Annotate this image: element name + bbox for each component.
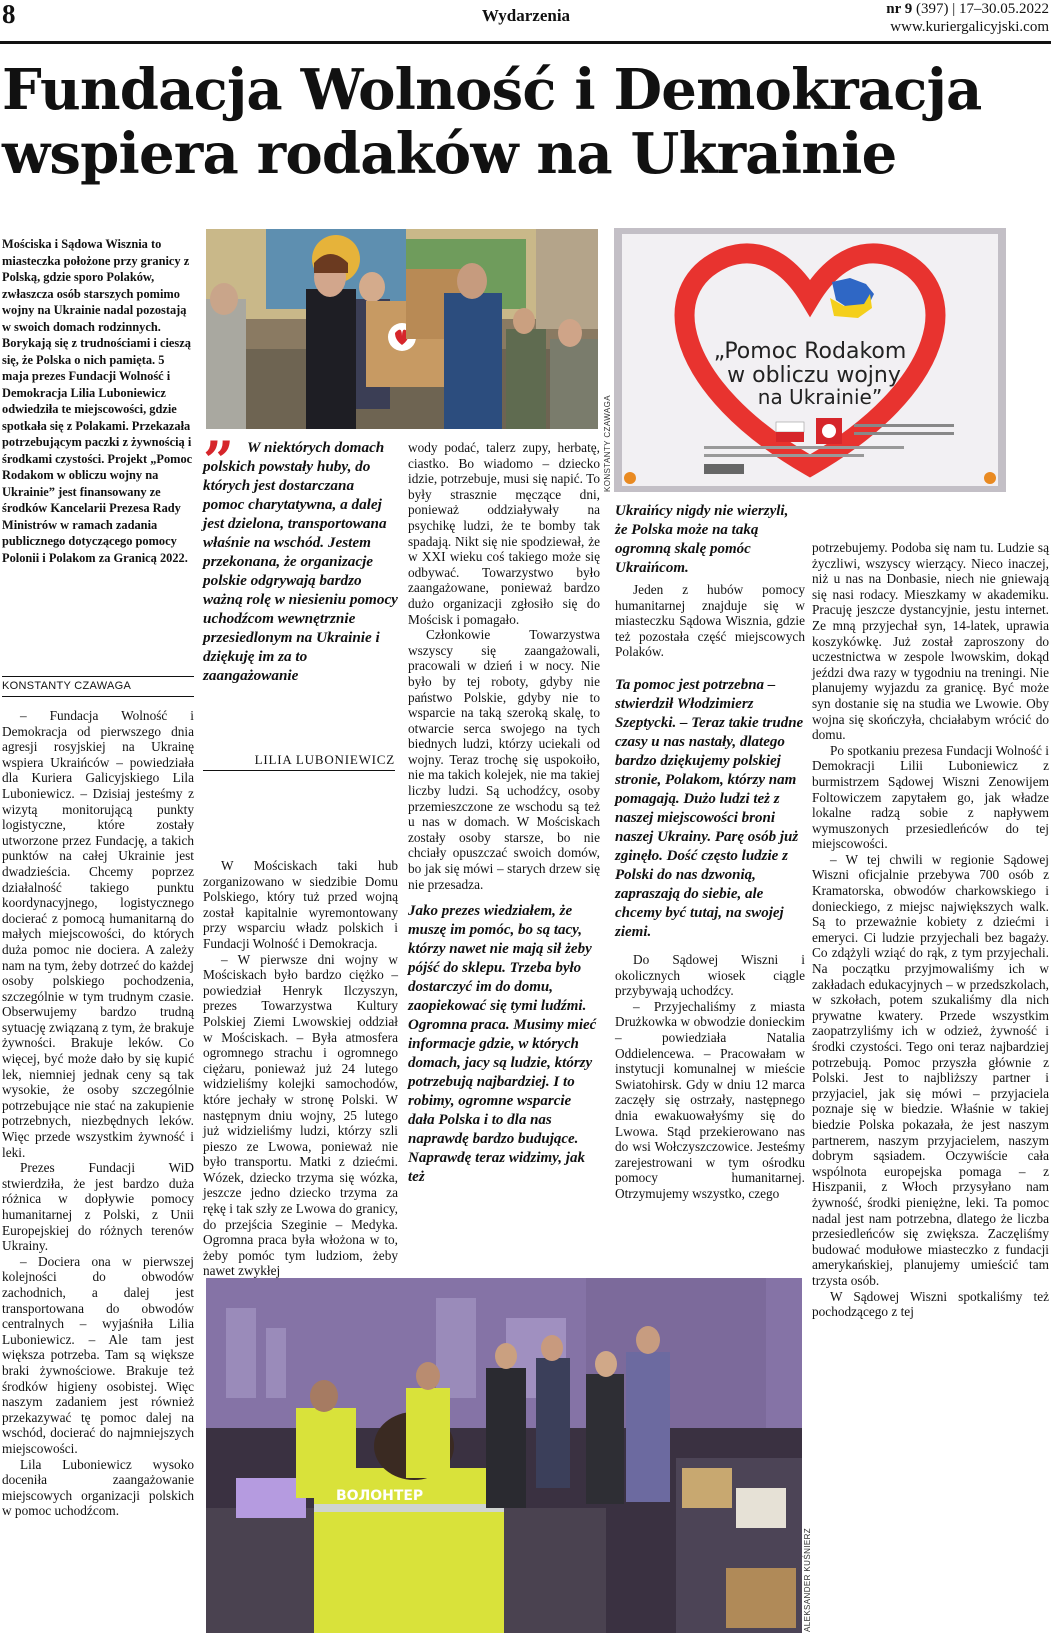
body-column-5 [812, 540, 1049, 1320]
body-column-4 [615, 552, 805, 1201]
pull-quote [203, 429, 398, 685]
paragraph: Prezes Fundacji WiD stwierdziła, że jest bardzo duża różnica w dopływie pomocy humanitarnej z Polski, z Unii Europejskiej do różnych terenów Ukrainy. [2, 1160, 194, 1254]
paragraph: W Sądowej Wiszni spotkaliśmy też pochodzącego z tej [812, 1288, 1049, 1320]
paragraph: Jeden z hubów pomocy humanitarnej znajduje się w miasteczku Sądowa Wisznia, gdzie też pozostała część miejscowych Polaków. [615, 582, 805, 660]
body-column-1 [2, 708, 194, 1519]
headline [2, 58, 1051, 186]
paragraph: – Przyjechaliśmy z miasta Drużkowka w obwodzie donieckim – powiedziała Natalia Oddielencewa. – Pracowałam w instytucji komunalnej w mieście Swiatohirsk. Gdy w dniu 12 marca zaczęły się ostrzały, następnego dnia ewakuowałyśmy się do Lwowa. Stąd przekierowano nas do wsi Wołczyszczowice. Jesteśmy zarejestrowani w tym ośrodku pomocy humanitarnej. Otrzymujemy wszystko, czego [615, 998, 805, 1201]
headline-line-2: wspiera rodaków na Ukrainie [2, 121, 897, 187]
photo-volunteers [206, 1278, 802, 1633]
photo-credit-bottom: ALEKSANDER KUŚNIERZ [803, 1527, 812, 1632]
paragraph: wody podać, talerz zupy, herbatę, ciastko. Bo wiadomo – dziecko idzie, potrzebuje, musi się napić. To były strasznie męczące dni, ponieważ oddziaływały na psychikę ludzi, że te bomby tak spadają. Nikt się nie spodziewał, że w XXI wieku coś takiego może się odbywać. Towarzystwo było zaangażowane, ponieważ bardzo dużo organizacji zgłosiło się do Mościsk i pomagało. [408, 440, 600, 627]
photo-project-poster [614, 228, 1006, 492]
body-column-2 [203, 858, 398, 1279]
body-column-3 [408, 440, 600, 1197]
quote-paragraph: Jako prezes wiedziałem, że muszę im pomóc, bo są tacy, którzy nawet nie mają sił żeby pójść do sklepu. Trzeba było dostarczyć im do domu, zaopiekować się tymi ludźmi. Ogromna praca. Musimy mieć informacje gdzie, w których domach, jacy są ludzie, którzy potrzebują najbardziej. I to robimy, ogromne wsparcie dała Polska i to dla nas naprawdę bardzo budujące. Naprawdę teraz widzimy, jak też [408, 903, 597, 1186]
author-rule-top [2, 676, 194, 677]
issue-number: nr 9 [886, 1, 913, 17]
poster-line-1: „Pomoc Rodakom [713, 339, 907, 364]
poster-line-2: w obliczu wojny [727, 363, 901, 388]
headline-line-1: Fundacja Wolność i Demokracja [2, 57, 982, 123]
quote-paragraph: Ta pomoc jest potrzebna – stwierdził Włodzimierz Szeptycki. – Teraz takie trudne czasy u nas nastały, dlatego bardzo dziękujemy polskiej stronie, Polakom, którzy nam pomagają. Dużo ludzi też z naszej miejscowości broni naszej Ukrainy. Parę osób już zginęło. Dość często ludzie z Polski do nas dzwonią, zapraszają do siebie, ale chcemy być tutaj, na swojej ziemi. [615, 676, 804, 940]
section-title: Wydarzenia [481, 6, 571, 25]
photo-parcel-handover [206, 229, 598, 429]
pull-quote-author: LILIA LUBONIEWICZ [254, 752, 395, 767]
page-number: 8 [2, 0, 16, 29]
paragraph: – W pierwsze dni wojny w Mościskach było bardzo ciężko – powiedział Henryk Ilczyszyn, prezes Towarzystwa Kultury Polskiej Ziemi Lwowskiej oddział w Mościskach. – Była atmosfera ogromnego strachu i ogromnego ciężaru, ponieważ już 24 lutego widzieliśmy kolejki samochodów, które jechały w stronę Polski. W następnym dniu wojny, 25 lutego już widzieliśmy ludzi, którzy szli pieszo ze Lwowa, ponieważ nie było transportu. Matki z dziećmi. Wózek, dziecko trzyma się wózka, jeszcze jedno dziecko trzyma za rękę i tak szły ze Lwowa do granicy, do przejścia Szeginie – Medyka. Ogromna praca była włożona w to, żeby pomóc tym ludziom, żeby nawet zwykłej [203, 951, 398, 1279]
paragraph: potrzebujemy. Podoba się nam tu. Ludzie są życzliwi, wszyscy wierzący. Nieco inaczej, niż u nas na Donbasie, niech nie gniewają się nasi rodacy. Mieszkamy w akademiku. Pracuję jeszcze dystancyjnie, jestu internet. Ze mną przyjechał syn, 14-latek, uprawia koszykówkę. Już został zaproszony do uczestnictwa w zespole lwowskim, dokąd jeździ dwa razy w tygodniu na treningi. Nie planujemy wyjazdu za granicę. Być może syn dostanie się na studia we Lwowie. Oby wojna się skończyła, chciałabym wrócić do domu. [812, 540, 1049, 743]
vest-text: ВОЛОНТЕР [336, 1488, 424, 1504]
pull-quote-rule [203, 770, 395, 771]
issue-info [886, 0, 1049, 36]
quote-top-right: Ukraińcy nigdy nie wierzyli, że Polska może na taką ogromną skalę pomóc Ukraińcom. [615, 503, 789, 576]
quote-mark-icon: ” [203, 429, 235, 493]
paragraph: W Mościskach taki hub zorganizowano w siedzibie Domu Polskiego, który tuż przed wojną został kapitalnie wyremontowany przy wsparciu władz polskich i Fundacji Wolność i Demokracja. [203, 858, 398, 951]
header-rule [0, 41, 1051, 44]
website: www.kuriergalicyjski.com [890, 19, 1049, 35]
author-rule-bottom [2, 696, 194, 697]
author-byline: KONSTANTY CZAWAGA [2, 680, 132, 692]
issue-dates: (397) | 17–30.05.2022 [912, 1, 1049, 17]
paragraph: Po spotkaniu prezesa Fundacji Wolność i Demokracji Lilii Luboniewicz z burmistrzem Sądowej Wiszni Zenowijem Foltowiczem zapytałem go, jak władze lokalne radzą sobie z napływem wymuszonych przesiedleńców do tej miejscowości. [812, 742, 1049, 852]
paragraph: – Dociera ona w pierwszej kolejności do obwodów zachodnich, a dalej jest transportowana do obwodów centralnych – wyjaśniła Lilia Luboniewicz. – Ale tam jest większa potrzeba. Tam są większe braki żywnościowe. Brakuje też środków higieny osobistej. Więc naszym zadaniem jest również przekazywać tę pomoc dalej na wschód, docierać do najmniejszych miejscowości. [2, 1253, 194, 1456]
photo-credit-top: KONSTANTY CZAWAGA [603, 394, 612, 492]
paragraph: – Fundacja Wolność i Demokracja od pierwszego dnia agresji rosyjskiej na Ukrainę wspiera Ukraińców – powiedziała dla Kuriera Galicyjskiego Lila Luboniewicz. – Dzisiaj jesteśmy z wizytą monitorującą punkty logistyczne, które zostały utworzone przez Fundację, a takich punktów na całej Ukrainie jest dwadzieścia. Chcemy poprzez działalność takiego punktu koordynacyjnego, logistycznego docierać z pomocą humanitarną do małych miejscowości, do których duża pomoc nie dociera. A zależy nam na tym, żeby dotrzeć do każdej osoby polskiego pochodzenia, szczególnie w tym trudnym czasie. Obserwujemy bardzo trudną sytuację związaną z tym, że brakuje żywności. Brakuje leków. Co więcej, być może dało by się kupić lek, niemniej jednak ceny są tak wysokie, że osoby szczególnie potrzebujące nie stać na zakupienie potrzebnych, niezbędnych leków. Więc przede wszystkim żywność i leki. [2, 708, 194, 1160]
paragraph: Do Sądowej Wiszni i okolicznych wiosek ciągle przybywają uchodźcy. [615, 951, 805, 999]
paragraph: Lila Luboniewicz wysoko doceniła zaangażowanie miejscowych organizacji polskich w pomoc uchodźcom. [2, 1456, 194, 1519]
paragraph: Członkowie Towarzystwa wszyscy się zaangażowali, pracowali w dzień i w nocy. Nie było by tej roboty, gdyby nie państwo Polskie, gdyby nie to wsparcie na taką szeroką skalę, to otwarcie serca swojego na tych biednych ludzi, którzy uciekali od wojny. Teraz trochę się uspokoiło, nie ma takich kolejek, nie ma takiej liczby ludzi. Są uchodźcy, osoby przemieszczone ze wschodu są też u nas w domach. W Mościskach zostały osoby starsze, bo nie chciały opuszczać swoich domów, bo jak się mówi – starych drzew się nie przesadza. [408, 627, 600, 892]
paragraph: – W tej chwili w regionie Sądowej Wiszni oficjalnie przebywa 700 osób z Kramatorska, obwodów charkowskiego i donieckiego, z miejsc największych walk. Są to przeważnie kobiety z dziećmi i emeryci. Ci ludzie przyjechali bez bagaży. Co zdążyli wziąć do rąk, z tym przyjechali. Na początku przyjmowaliśmy ich w zakładach edukacyjnych – w przedszkolach, w szkołach, potem szukaliśmy dla nich prywatne kwatery. Przede wszystkim zaopatrzyliśmy ich w odzież, żywność i środki czystości. Tego oni teraz najbardziej potrzebują. Pomoc przyszła głównie z Polski. Jest to najbliższy partner i przyjaciel, jak się mówi – przyjaciela poznaje się w biedzie. Właśnie w takiej biedzie Polska pokazała, że jest naszym partnerem, naszym przyjacielem, naszym dobrym sąsiadem. Oczywiście cała wspólnota europejska pomaga – z Hiszpanii, z Włoch przysyłano nam żywność, środki pieniężne, leki. Ta pomoc nadal jest nam potrzebna, dlatego że liczba przesiedleńców się zwiększa. Zaczęliśmy budować modułowe miasteczko z fundacji amerykańskiej, planujemy umieścić tam trzysta osób. [812, 851, 1049, 1288]
poster-line-3: na Ukrainie” [757, 385, 883, 409]
lead-paragraph: Mościska i Sądowa Wisznia to miasteczka położone przy granicy z Polską, gdzie sporo Polaków, zwłaszcza osób starszych pomimo wojny na Ukrainie nadal pozostają w swoich domach rodzinnych. Borykają się z trudnościami i cieszą się, że Polska o nich pamięta. 5 maja prezes Fundacji Wolność i Demokracja Lilia Luboniewicz odwiedziła te miejscowości, gdzie spotkała się z Polakami. Przekazała potrzebującym paczki z żywnością i środkami czystości. Projekt „Pomoc Rodakom w obliczu wojny na Ukrainie” jest finansowany ze środków Kancelarii Prezesa Rady Ministrów w ramach zadania publicznego dotyczącego pomocy Polonii i Polakom za Granicą 2022. [2, 237, 193, 565]
pull-quote-text: W niektórych domach polskich powstały huby, do których jest dostarczana pomoc charytatywna, a dalej jest dzielona, transportowana właśnie na wschód. Jestem przekonana, że organizacje polskie odgrywają bardzo ważną rolę w niesieniu pomocy uchodźcom wewnętrznie przesiedlonym na Ukrainie i dziękuję im za to zaangażowanie [203, 439, 398, 684]
